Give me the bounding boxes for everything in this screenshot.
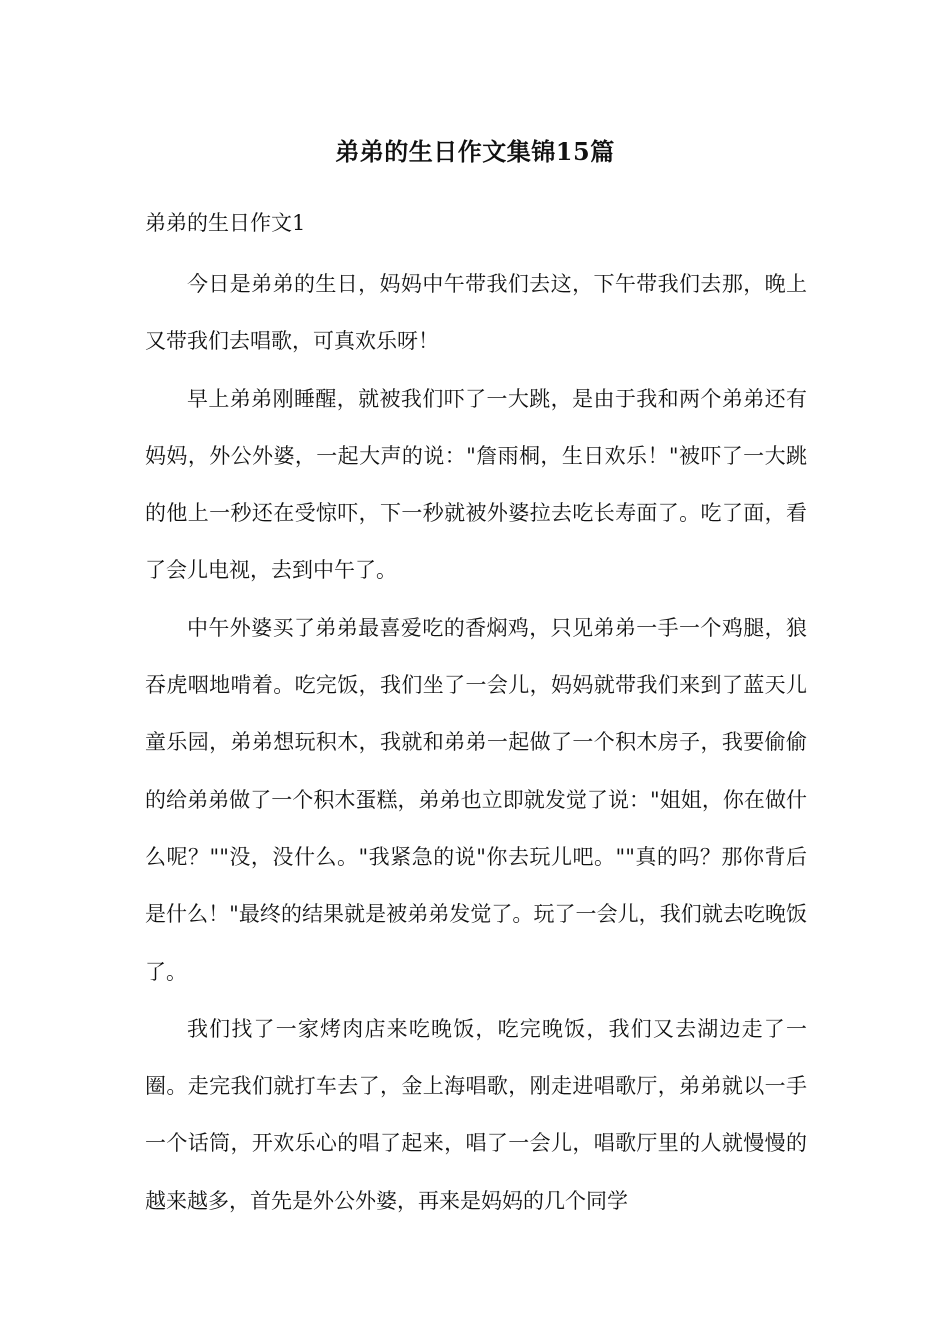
paragraph: 中午外婆买了弟弟最喜爱吃的香焖鸡，只见弟弟一手一个鸡腿，狼吞虎咽地啃着。吃完饭，我们坐了一会儿，妈妈就带我们来到了蓝天儿童乐园，弟弟想玩积木，我就和弟弟一起做了一个积木房子，我要偷偷的给弟弟做了一个积木蛋糕，弟弟也立即就发觉了说："姐姐，你在做什么呢？""没，没什么。"我紧急的说"你去玩儿吧。""真的吗？那你背后是什么！"最终的结果就是被弟弟发觉了。玩了一会儿，我们就去吃晚饭了。 bbox=[145, 615, 807, 984]
document-title: 弟弟的生日作文集锦15篇 bbox=[335, 137, 615, 166]
paragraph: 今日是弟弟的生日，妈妈中午带我们去这，下午带我们去那，晚上又带我们去唱歌，可真欢乐呀！ bbox=[145, 272, 807, 354]
paragraph: 我们找了一家烤肉店来吃晚饭，吃完晚饭，我们又去湖边走了一圈。走完我们就打车去了，金上海唱歌，刚走进唱歌厅，弟弟就以一手一个话筒，开欢乐心的唱了起来，唱了一会儿，唱歌厅里的人就慢慢的越来越多，首先是外公外婆，再来是妈妈的几个同学 bbox=[145, 1016, 807, 1213]
document-body bbox=[145, 256, 807, 1230]
paragraph: 早上弟弟刚睡醒，就被我们吓了一大跳，是由于我和两个弟弟还有妈妈，外公外婆，一起大声的说："詹雨桐，生日欢乐！"被吓了一大跳的他上一秒还在受惊吓，下一秒就被外婆拉去吃长寿面了。吃了面，看了会儿电视，去到中午了。 bbox=[145, 386, 807, 583]
section-heading: 弟弟的生日作文1 bbox=[145, 211, 306, 235]
